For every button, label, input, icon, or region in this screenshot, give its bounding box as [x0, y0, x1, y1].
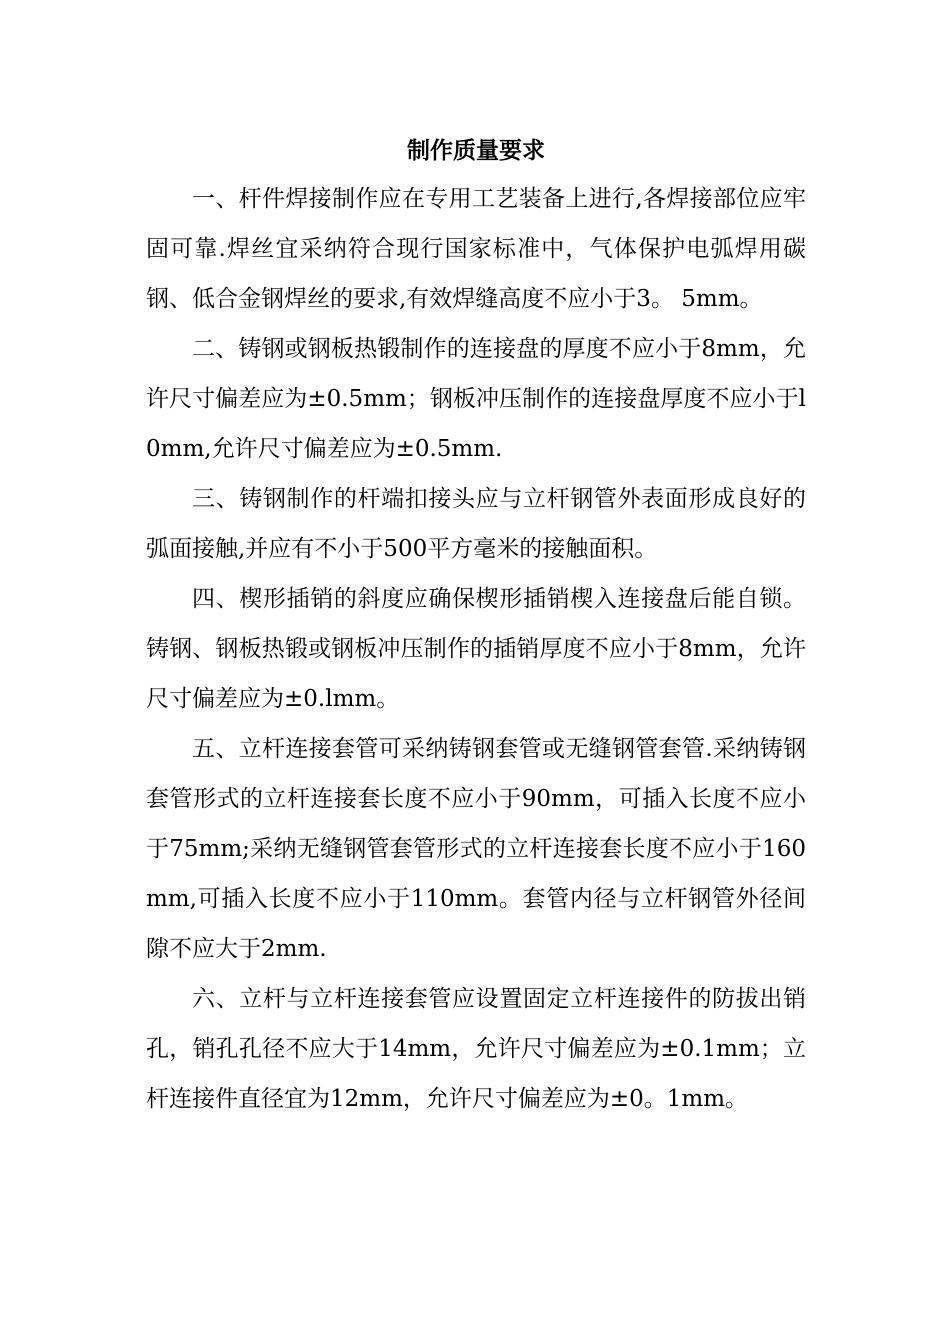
document-page: [146, 128, 806, 1124]
paragraph-1: 一、杆件焊接制作应在专用工艺装备上进行,各焊接部位应牢固可靠.焊丝宜采纳符合现行国家标准中，气体保护电弧焊用碳钢、低合金钢焊丝的要求,有效焊缝高度不应小于3。 5mm。: [146, 186, 806, 312]
paragraph-2: 二、铸钢或钢板热锻制作的连接盘的厚度不应小于8mm，允许尺寸偏差应为±0.5mm；钢板冲压制作的连接盘厚度不应小于l0mm,允许尺寸偏差应为±0.5mm.: [146, 336, 806, 462]
paragraph-3: 三、铸钢制作的杆端扣接头应与立杆钢管外表面形成良好的弧面接触,并应有不小于500平方毫米的接触面积。: [146, 486, 806, 562]
document-title: 制作质量要求: [407, 137, 545, 164]
paragraph-4: 四、楔形插销的斜度应确保楔形插销楔入连接盘后能自锁。铸钢、钢板热锻或钢板冲压制作的插销厚度不应小于8mm，允许尺寸偏差应为±0.lmm。: [146, 586, 806, 712]
paragraph-6: 六、立杆与立杆连接套管应设置固定立杆连接件的防拔出销孔，销孔孔径不应大于14mm，允许尺寸偏差应为±0.1mm；立杆连接件直径宜为12mm，允许尺寸偏差应为±0。1mm。: [146, 986, 806, 1112]
paragraph-5: 五、立杆连接套管可采纳铸钢套管或无缝钢管套管.采纳铸钢套管形式的立杆连接套长度不应小于90mm，可插入长度不应小于75mm;采纳无缝钢管套管形式的立杆连接套长度不应小于160mm,可插入长度不应小于110mm。套管内径与立杆钢管外径间隙不应大于2mm.: [146, 736, 806, 962]
